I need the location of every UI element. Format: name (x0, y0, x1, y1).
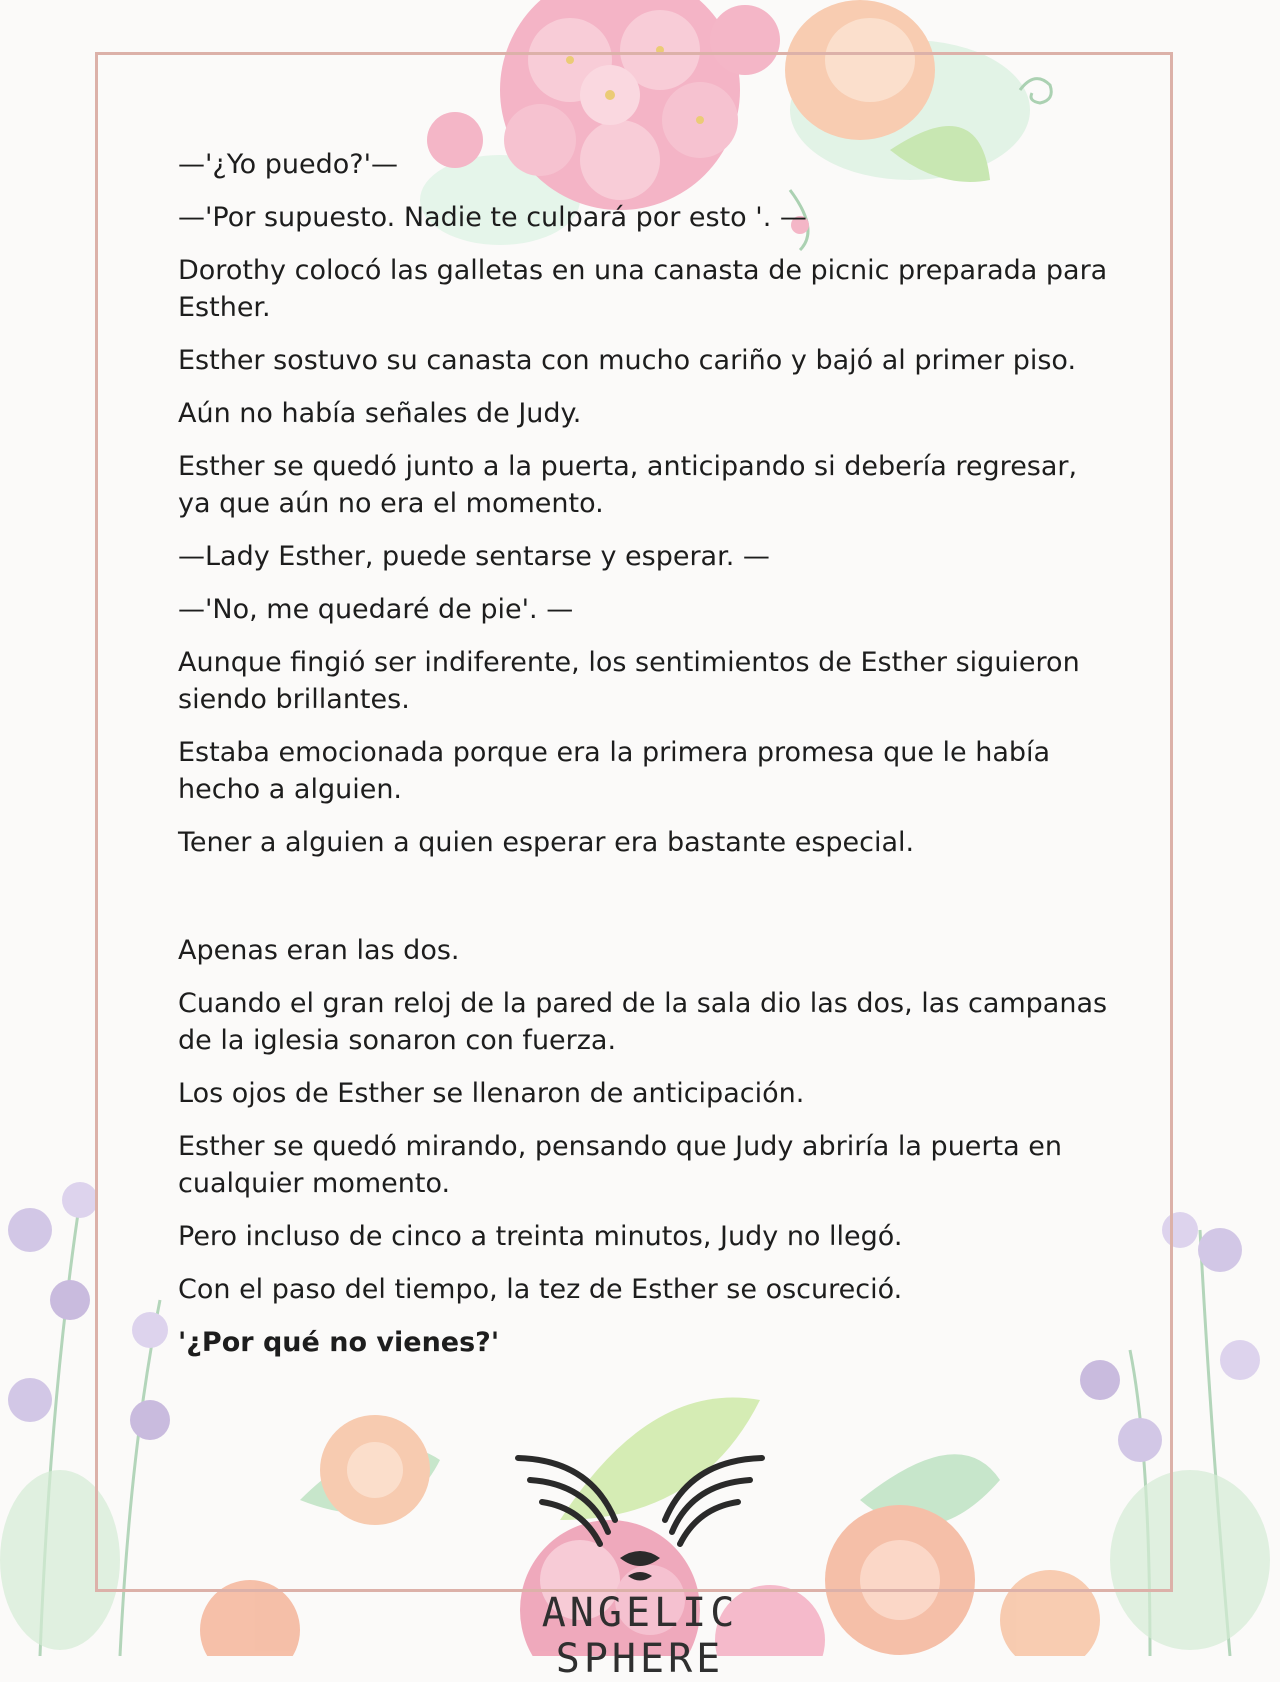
paragraph: Los ojos de Esther se llenaron de anticipación. (178, 1078, 805, 1109)
paragraph: Con el paso del tiempo, la tez de Esther se oscureció. (178, 1274, 903, 1305)
angelic-sphere-logo (470, 1450, 810, 1682)
paragraph: Aún no había señales de Judy. (178, 398, 582, 429)
logo-text: ANGELIC SPHERE (541, 1590, 739, 1682)
paragraph: Dorothy colocó las galletas en una canasta de picnic preparada para Esther. (178, 255, 1108, 323)
paragraph: Esther se quedó junto a la puerta, anticipando si debería regresar, ya que aún no era el momento. (178, 451, 1078, 519)
paragraph: Aunque fingió ser indiferente, los sentimientos de Esther siguieron siendo brillantes. (178, 647, 1080, 715)
paragraph: '¿Por qué no vienes?' (178, 1327, 500, 1358)
paragraph: —'No, me quedaré de pie'. — (178, 594, 574, 625)
paragraph: Tener a alguien a quien esperar era bastante especial. (178, 827, 915, 858)
paragraph: Esther se quedó mirando, pensando que Judy abriría la puerta en cualquier momento. (178, 1131, 1062, 1199)
paragraph: Pero incluso de cinco a treinta minutos, Judy no llegó. (178, 1221, 903, 1252)
paragraph: Esther sostuvo su canasta con mucho cariño y bajó al primer piso. (178, 345, 1077, 376)
angel-wings-icon (470, 1450, 810, 1590)
paragraph: —Lady Esther, puede sentarse y esperar. — (178, 541, 770, 572)
paragraph: Estaba emocionada porque era la primera promesa que le había hecho a alguien. (178, 737, 1051, 805)
story-text (178, 146, 1113, 1377)
paragraph: Cuando el gran reloj de la pared de la sala dio las dos, las campanas de la iglesia sonaron con fuerza. (178, 988, 1108, 1056)
paragraph: —'¿Yo puedo?'— (178, 149, 399, 180)
paragraph: Apenas eran las dos. (178, 935, 460, 966)
paragraph: —'Por supuesto. Nadie te culpará por esto '. — (178, 202, 807, 233)
